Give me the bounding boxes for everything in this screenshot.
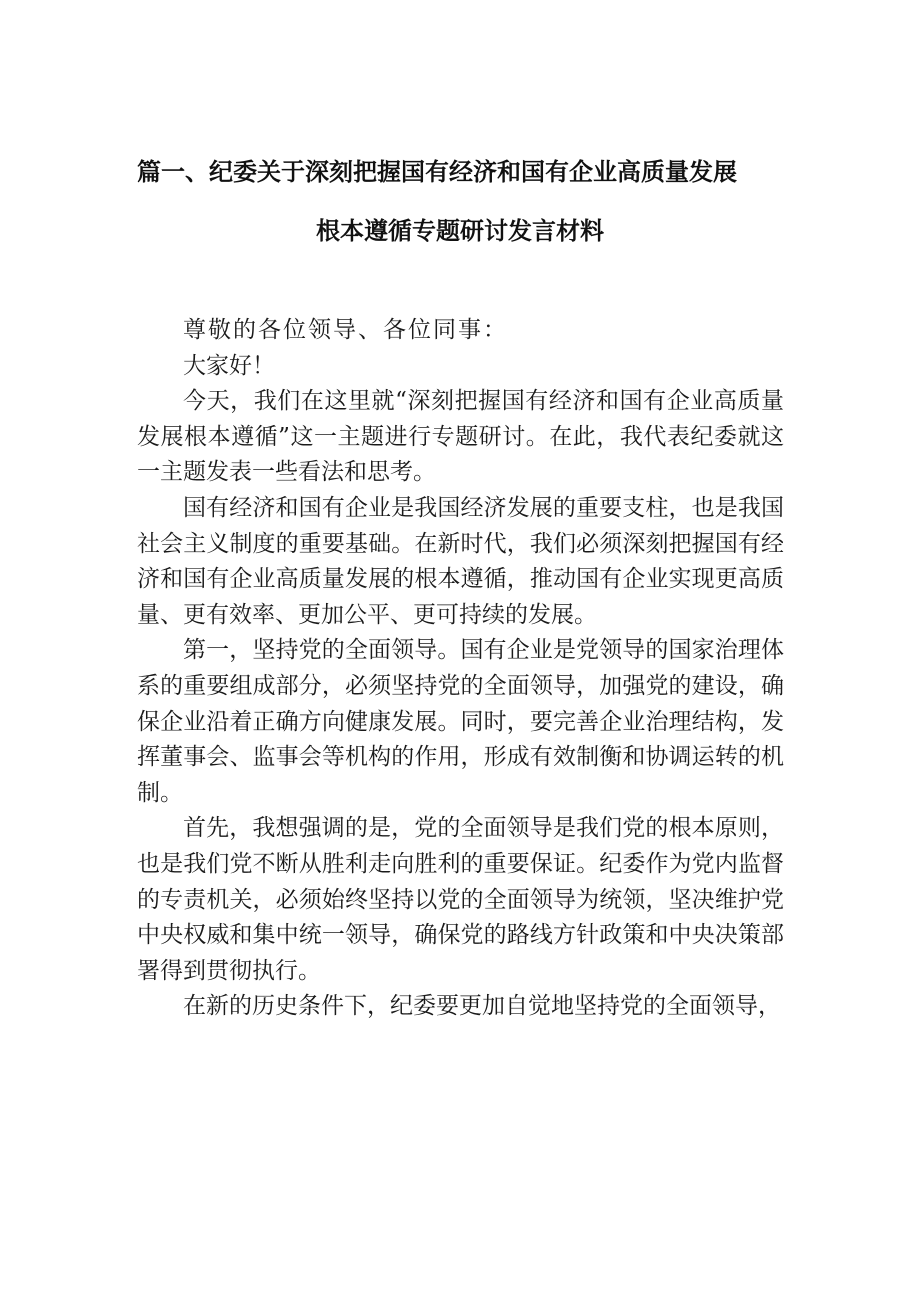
body-paragraph: 今天，我们在这里就“深刻把握国有经济和国有企业高质量发展根本遵循”这一主题进行专题研讨。在此，我代表纪委就这一主题发表一些看法和思考。 xyxy=(137,388,784,486)
body-paragraph: 在新的历史条件下，纪委要更加自觉地坚持党的全面领导， xyxy=(183,993,781,1020)
body-paragraph: 第一，坚持党的全面领导。国有企业是党领导的国家治理体系的重要组成部分，必须坚持党的全面领导，加强党的建设，确保企业沿着正确方向健康发展。同时，要完善企业治理结构，发挥董事会、监事会等机构的作用，形成有效制衡和协调运转的机制。 xyxy=(137,637,784,806)
document-title-line-1: 篇一、纪委关于深刻把握国有经济和国有企业高质量发展 xyxy=(137,158,737,186)
salutation-paragraph: 尊敬的各位领导、各位同事： xyxy=(183,317,508,343)
greeting-paragraph: 大家好！ xyxy=(183,352,275,379)
document-body xyxy=(137,313,784,1025)
body-paragraph: 国有经济和国有企业是我国经济发展的重要支柱，也是我国社会主义制度的重要基础。在新时代，我们必须深刻把握国有经济和国有企业高质量发展的根本遵循，推动国有企业实现更高质量、更有效率、更加公平、更可持续的发展。 xyxy=(137,494,784,628)
body-paragraph: 首先，我想强调的是，党的全面领导是我们党的根本原则，也是我们党不断从胜利走向胜利的重要保证。纪委作为党内监督的专责机关，必须始终坚持以党的全面领导为统领，坚决维护党中央权威和集中统一领导，确保党的路线方针政策和中央决策部署得到贯彻执行。 xyxy=(137,815,784,984)
document-title-line-2: 根本遵循专题研讨发言材料 xyxy=(316,217,604,245)
